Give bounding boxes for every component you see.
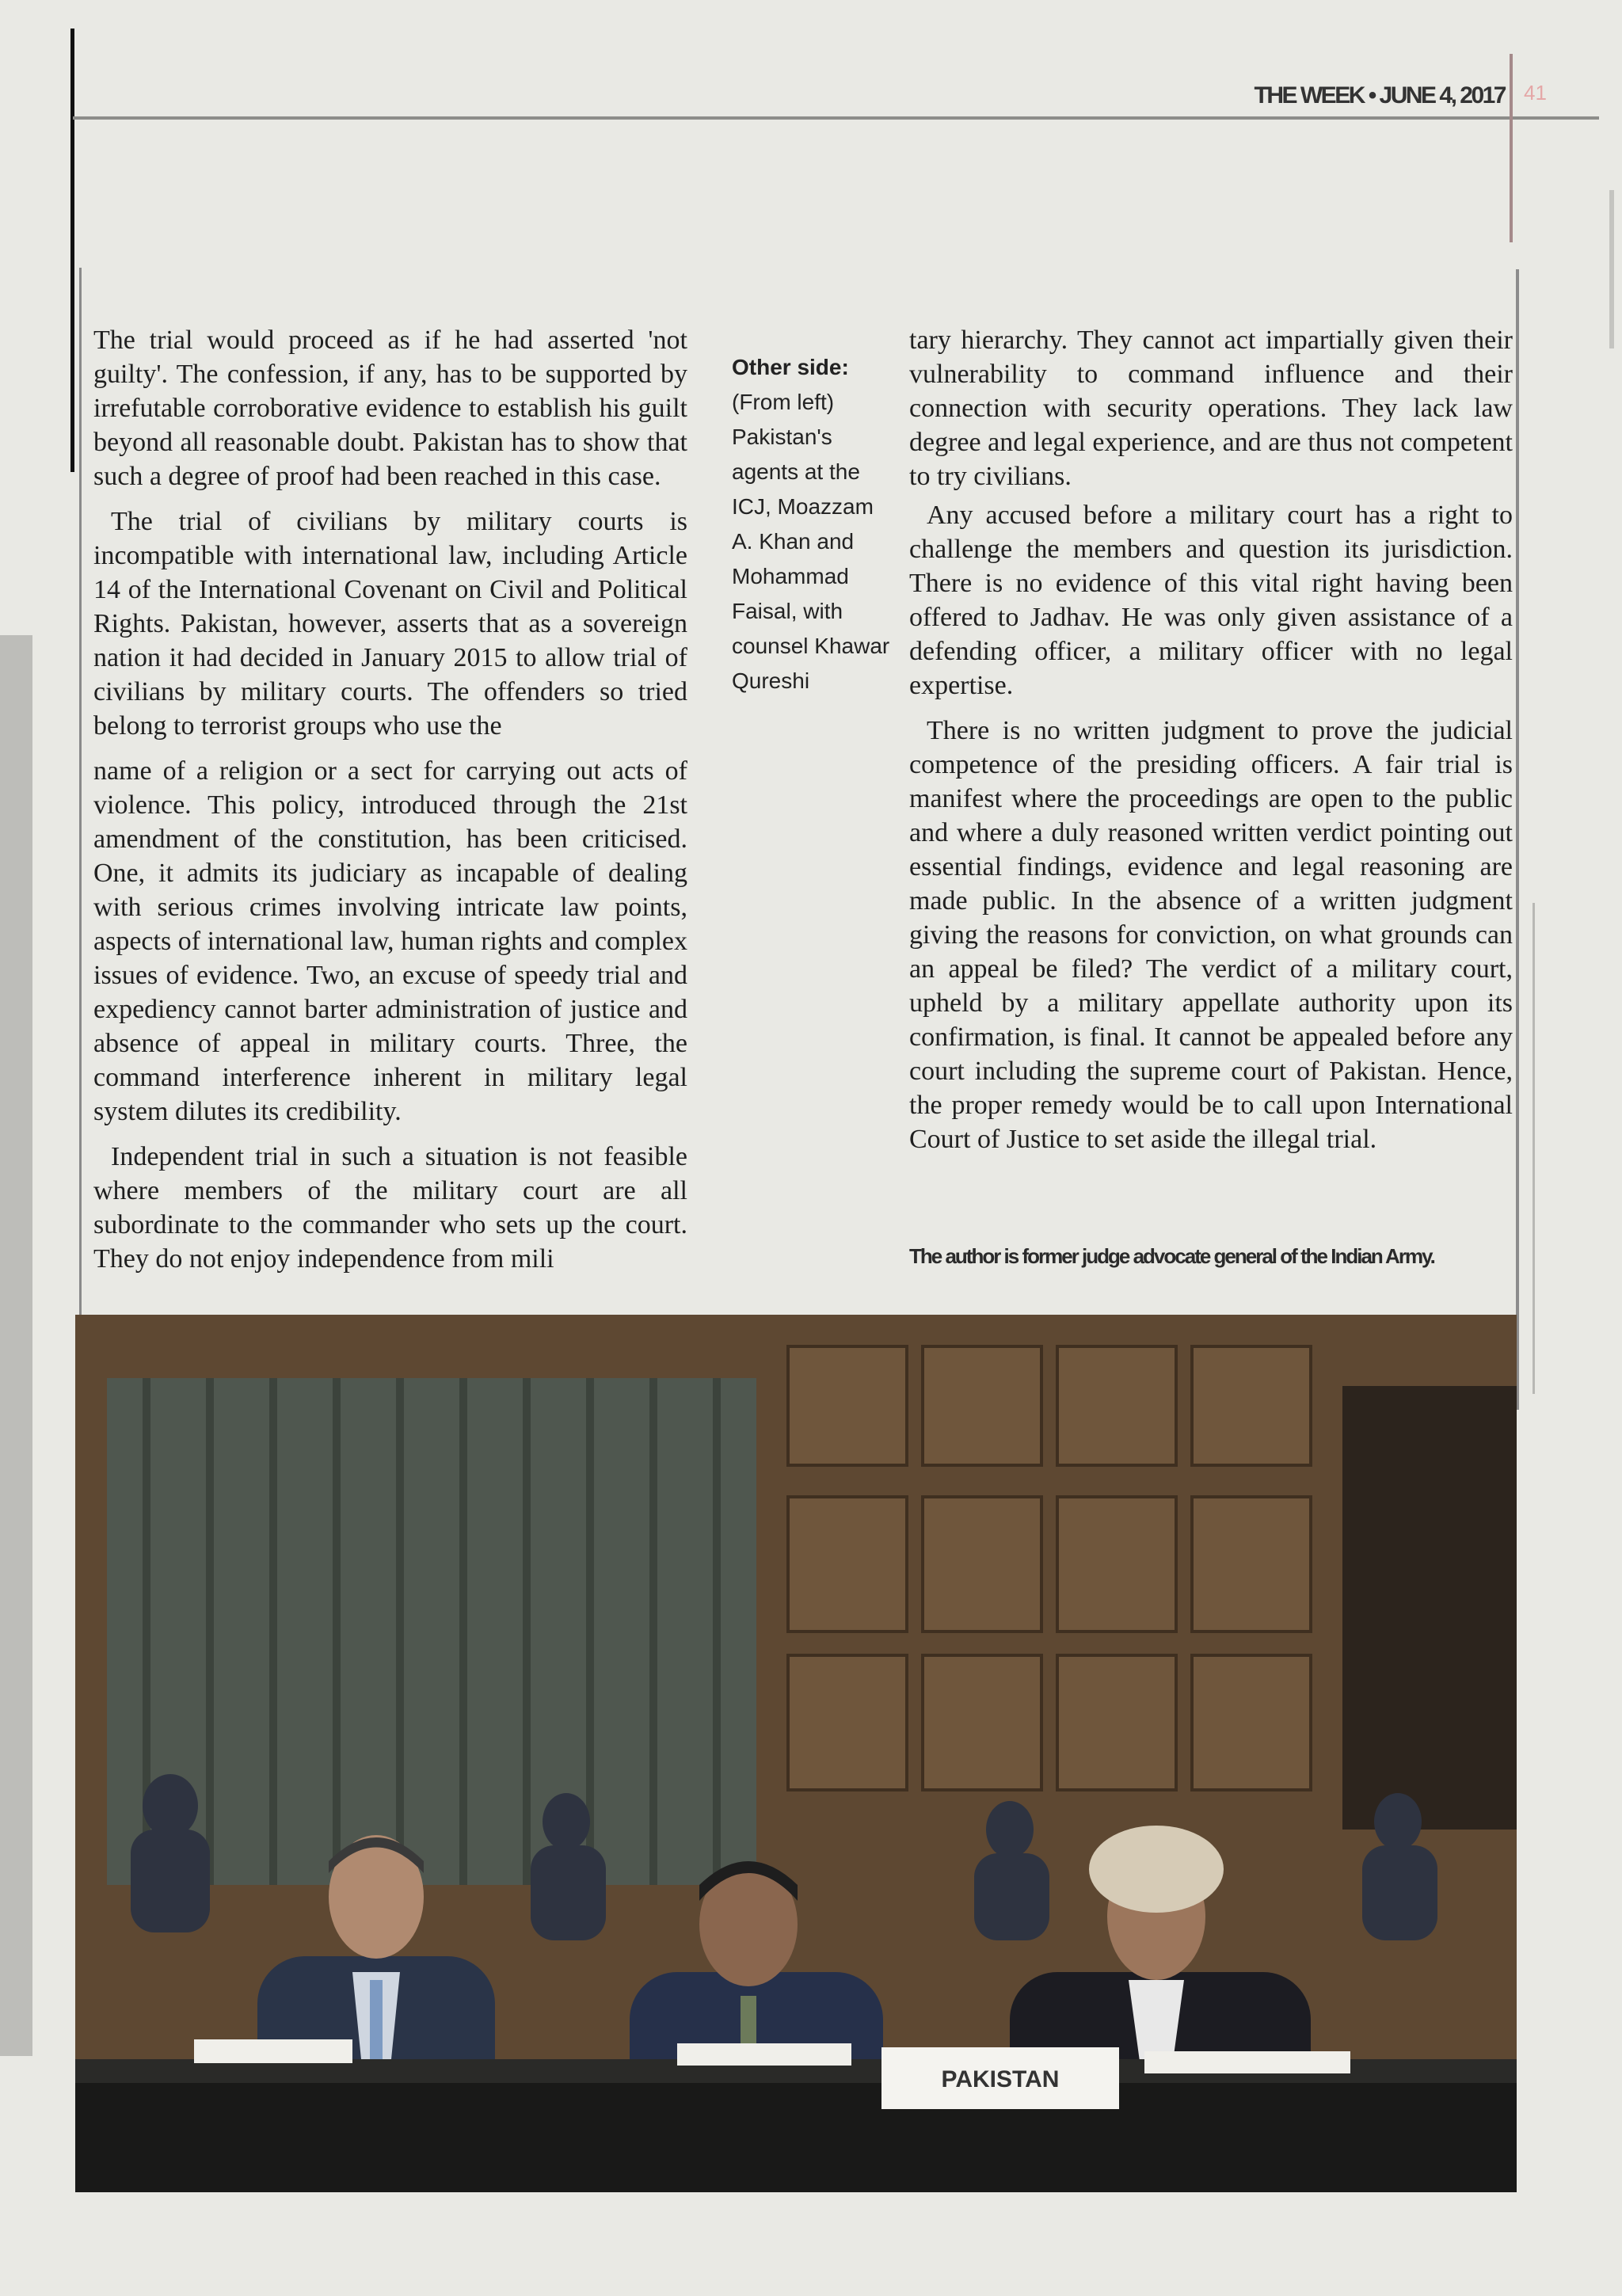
page-gutter-shadow: [0, 635, 32, 2056]
right-column-rule: [1516, 269, 1519, 1410]
photo-caption: [732, 350, 898, 699]
paragraph: name of a religion or a sect for carrying out acts of violence. This policy, introduced through the 21st amendment of the constitution, has been criticised. One, it admits its judiciary as incapable of dealing with serious crimes involving intricate law points, aspects of international law, human rights and complex issues of evidence. Two, an excuse of speedy trial and expediency cannot barter administration of justice and absence of appeal in military courts. Three, the command interference inherent in military legal system dilutes its credibility.: [93, 756, 687, 1126]
header-vertical-rule: [1510, 54, 1513, 242]
page-number: 41: [1524, 81, 1547, 105]
paragraph: Any accused before a military court has a right to challenge the members and question its jurisdiction. There is no evidence of this vital right having been offered to Jadhav. He was only given assistance of a defending officer, a military officer with no legal expertise.: [909, 501, 1513, 700]
page-edge-shadow: [1609, 190, 1614, 348]
left-margin-black-rule: [70, 29, 74, 472]
header-rule: [73, 116, 1599, 120]
paragraph: tary hierarchy. They cannot act impartially given their vulnerability to command influence and their connection with security operations. They lack law degree and legal experience, and are thus not competent to try civilians.: [909, 326, 1513, 491]
photo-caption-body: (From left) Pakistan's agents at the ICJ, Moazzam A. Khan and Mohammad Faisal, with counsel Khawar Qureshi: [732, 390, 890, 693]
paragraph: There is no written judgment to prove the judicial competence of the presiding officers. A fair trial is manifest where the proceedings are open to the public and where a duly reasoned written verdict pointing out essential findings, evidence and legal reasoning are made public. In the absence of a written judgment giving the reasons for conviction, on what grounds can an appeal be filed? The verdict of a military court, upheld by a military appellate authority upon its confirmation, is final. It cannot be appealed before any court including the supreme court of Pakistan. Hence, the proper remedy would be to call upon International Court of Justice to set aside the illegal trial.: [909, 716, 1513, 1154]
article-column-left: [93, 323, 687, 1276]
author-note: The author is former judge advocate general of the Indian Army.: [909, 1244, 1434, 1268]
courtroom-photo: [75, 1315, 1517, 2192]
paragraph: Independent trial in such a situation is not feasible where members of the military court are all subordinate to the commander who sets up the court. They do not enjoy independence from mili: [93, 1142, 687, 1274]
running-header: THE WEEK • JUNE 4, 2017: [1254, 82, 1505, 109]
article-column-right: [909, 323, 1513, 1156]
left-column-rule: [79, 268, 82, 1424]
pakistan-nameplate: PAKISTAN: [941, 2066, 1060, 2092]
photo-caption-heading: Other side:: [732, 355, 849, 379]
page-edge-shadow-lower: [1533, 903, 1535, 1394]
paragraph: The trial of civilians by military courts is incompatible with international law, including Article 14 of the International Covenant on Civil and Political Rights. Pakistan, however, asserts that as a sovereign nation it had decided in January 2015 to allow trial of civilians by military courts. The offenders so tried belong to terrorist groups who use the: [93, 507, 687, 741]
paragraph: The trial would proceed as if he had asserted 'not guilty'. The confession, if any, has to be supported by irrefutable corroborative evidence to establish his guilt beyond all reasonable doubt. Pakistan has to show that such a degree of proof had been reached in this case.: [93, 326, 687, 491]
